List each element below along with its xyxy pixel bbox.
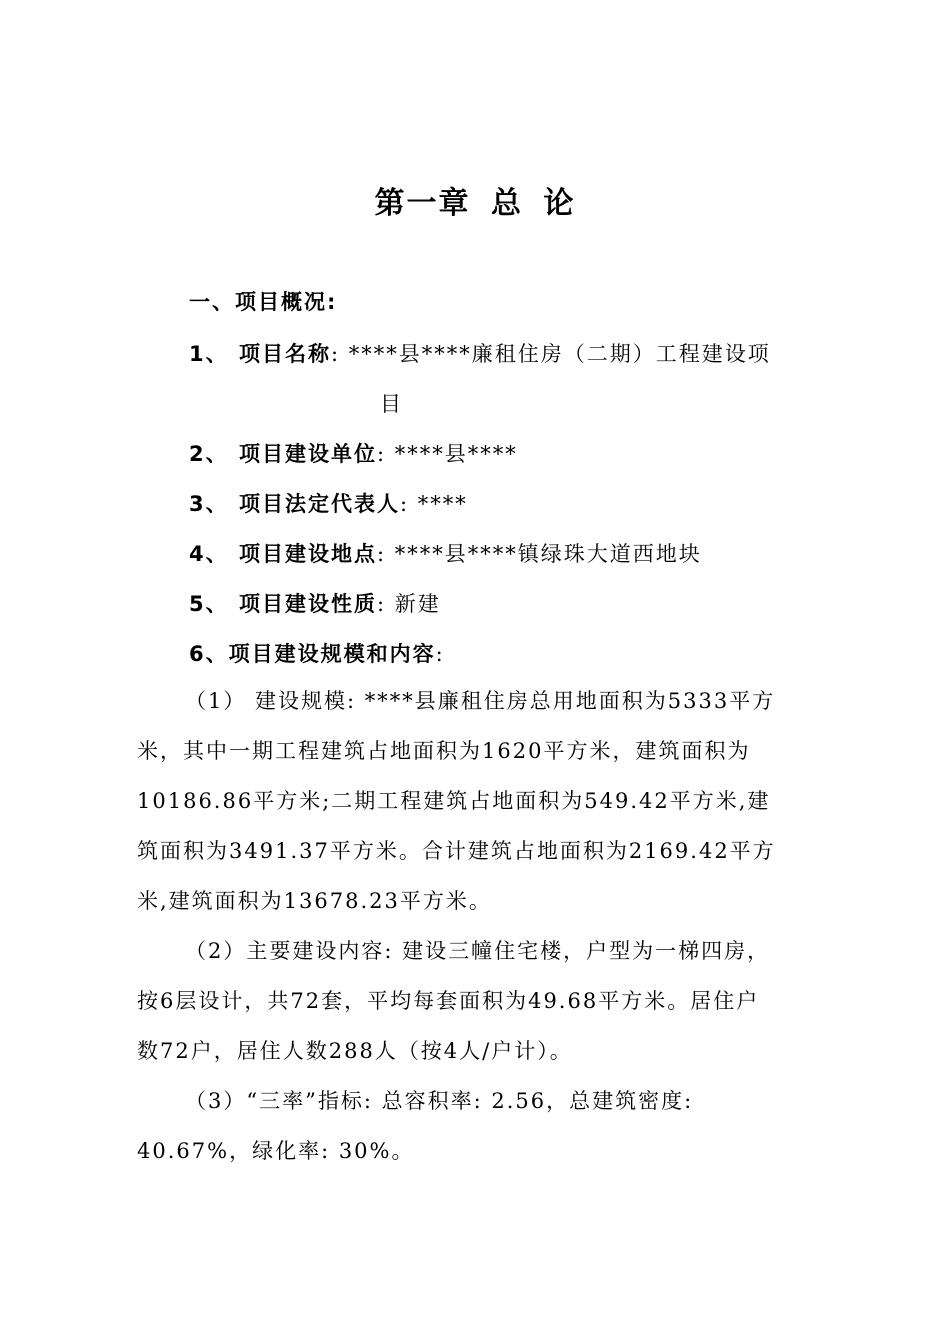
item-value: ****县****镇绿珠大道西地块	[394, 542, 702, 566]
paragraph-construction-scale	[137, 676, 837, 926]
section-heading: 一、项目概况:	[189, 290, 338, 314]
paragraph-line: （2）主要建设内容: 建设三幢住宅楼，户型为一梯四房，	[185, 939, 771, 963]
item-label: 项目建设性质	[239, 592, 377, 616]
paragraph-line: 按6层设计，共72套，平均每套面积为49.68平方米。居住户	[137, 989, 760, 1013]
paragraph-line: 数72户，居住人数288人（按4人/户计）。	[137, 1039, 573, 1063]
paragraph-line: 米，其中一期工程建筑占地面积为1620平方米，建筑面积为	[137, 739, 751, 763]
item-label: 6、项目建设规模和内容	[189, 642, 436, 666]
item-number: 3、	[189, 492, 229, 516]
item-label: 项目建设地点	[239, 542, 377, 566]
item-label: 项目法定代表人	[239, 492, 400, 516]
item-value: ****	[417, 492, 468, 516]
item-label: 项目建设单位	[239, 442, 377, 466]
item-project-name	[189, 340, 771, 368]
paragraph-line: 10186.86平方米;二期工程建筑占地面积为549.42平方米,建	[137, 789, 771, 813]
item-number: 5、	[189, 592, 229, 616]
item-separator: :	[435, 642, 445, 666]
item-number: 1、	[189, 342, 229, 366]
item-separator: :	[377, 442, 387, 466]
paragraph-line: 筑面积为3491.37平方米。合计建筑占地面积为2169.42平方	[137, 839, 776, 863]
paragraph-line: （3）“三率”指标: 总容积率: 2.56，总建筑密度:	[185, 1089, 694, 1113]
item-value: 新建	[394, 592, 441, 616]
item-legal-representative	[189, 490, 468, 518]
item-separator: :	[400, 492, 410, 516]
paragraph-main-content	[137, 926, 837, 1076]
paragraph-line: （1） 建设规模: ****县廉租住房总用地面积为5333平方	[185, 689, 776, 713]
paragraph-line: 40.67%，绿化率: 30%。	[137, 1139, 415, 1163]
item-value: ****县****	[394, 442, 518, 466]
item-project-name-continued: 目	[380, 392, 403, 416]
item-label: 项目名称	[239, 342, 331, 366]
chapter-title: 第一章 总 论	[374, 186, 576, 221]
item-separator: :	[377, 592, 387, 616]
item-scale-and-content	[189, 640, 445, 668]
item-number: 2、	[189, 442, 229, 466]
item-construction-site	[189, 540, 702, 568]
item-value: ****县****廉租住房（二期）工程建设项	[348, 342, 771, 366]
item-separator: :	[377, 542, 387, 566]
item-separator: :	[331, 342, 341, 366]
paragraph-line: 米,建筑面积为13678.23平方米。	[137, 889, 492, 913]
paragraph-three-rates	[137, 1076, 837, 1176]
item-construction-nature	[189, 590, 441, 618]
item-number: 4、	[189, 542, 229, 566]
item-construction-unit	[189, 440, 518, 468]
